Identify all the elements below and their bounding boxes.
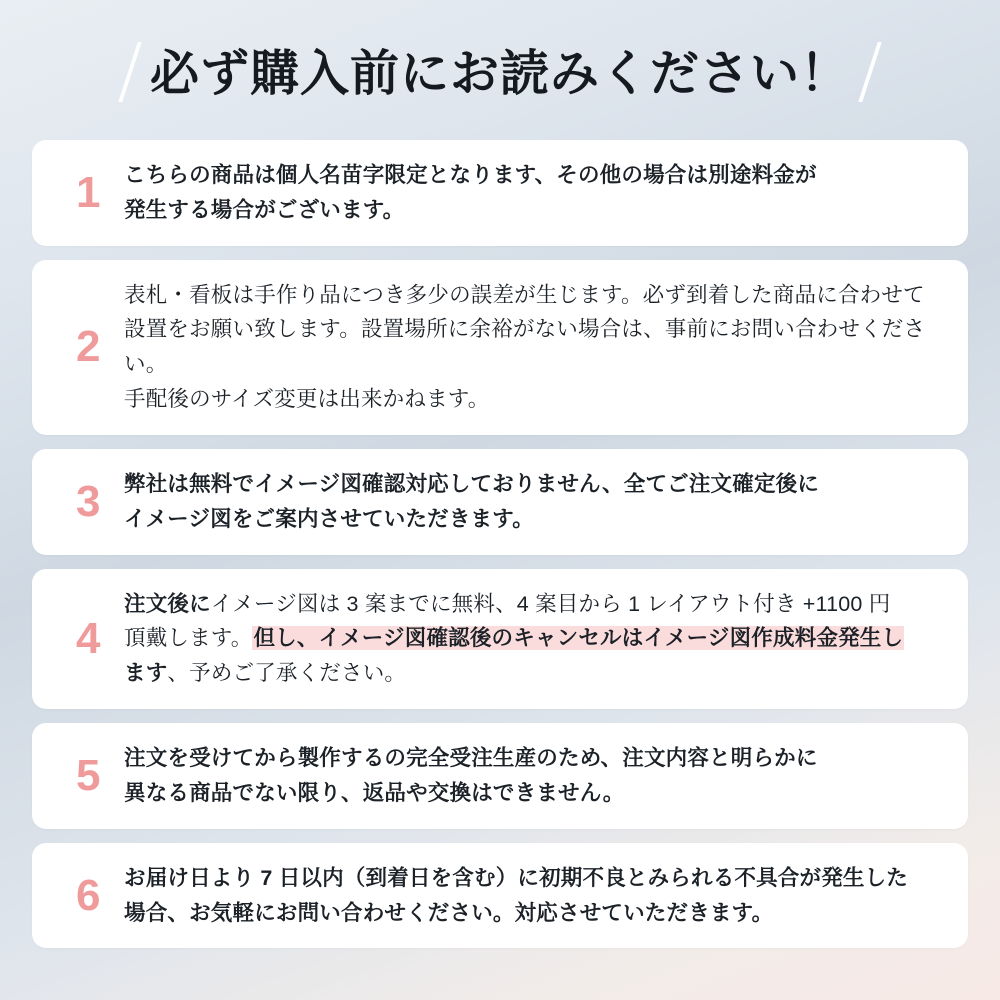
- notice-text-line: お届け日より 7 日以内（到着日を含む）に初期不良とみられる不具合が発生した: [124, 865, 909, 890]
- notice-card: [32, 260, 968, 435]
- decorative-slash-right: [858, 42, 881, 102]
- page-title: 必ず購入前にお読みください！: [149, 47, 850, 101]
- notice-text-line: 弊社は無料でイメージ図確認対応しておりません、全てご注文確定後に: [124, 471, 820, 496]
- notice-text-plain: 頂戴します。: [124, 626, 253, 651]
- notice-text: [124, 158, 817, 228]
- notice-card: [32, 569, 968, 709]
- notice-number: 4: [76, 613, 101, 663]
- notice-text-plain: 、予めご了承ください。: [167, 661, 407, 686]
- notice-text-highlight: 但し、イメージ図確認後のキャンセルはイメージ図作成料金発生し: [253, 626, 904, 651]
- notice-card: [32, 449, 968, 555]
- notice-text: [124, 467, 819, 537]
- notice-text-line: 異なる商品でない限り、返品や交換はできません。: [124, 780, 625, 805]
- notice-number: 1: [76, 167, 101, 217]
- notice-text: [124, 861, 908, 931]
- notice-text-line: [124, 621, 904, 656]
- notice-card: [32, 843, 968, 949]
- notice-text-line: イメージ図をご案内させていただきます。: [124, 506, 534, 531]
- notice-text-line: こちらの商品は個人名苗字限定となります、その他の場合は別途料金が: [124, 163, 817, 187]
- notice-text: [124, 741, 818, 811]
- notice-text-line: 表札・看板は手作り品につき多少の誤差が生じます。必ず到着した商品に合わせて: [124, 282, 925, 307]
- notice-number: 5: [76, 750, 101, 800]
- notice-text-line: [124, 656, 904, 691]
- notice-text: [124, 587, 904, 691]
- notice-text-line: 手配後のサイズ変更は出来かねます。: [124, 387, 490, 412]
- notice-text-line: 発生する場合がございます。: [124, 197, 405, 222]
- notice-number: 3: [76, 476, 101, 526]
- notice-text-line: 注文を受けてから製作するの完全受注生産のため、注文内容と明らかに: [124, 746, 818, 771]
- notice-text-plain: イメージ図は 3 案までに無料、4 案目から 1 レイアウト付き +1100 円: [210, 591, 891, 616]
- notice-text-line: 場合、お気軽にお問い合わせください。対応させていただきます。: [124, 900, 774, 925]
- page-header: [32, 0, 968, 140]
- notice-text: [124, 278, 942, 417]
- notice-number: 2: [76, 322, 101, 372]
- notice-card: [32, 723, 968, 829]
- notice-card: [32, 140, 968, 246]
- notice-text-line: 設置をお願い致します。設置場所に余裕がない場合は、事前にお問い合わせください。: [124, 317, 926, 377]
- decorative-slash-left: [118, 42, 141, 102]
- notice-number: 6: [76, 870, 101, 920]
- notice-text-line: [124, 587, 904, 622]
- notice-text-bold: ます: [124, 661, 168, 686]
- notice-text-bold: 注文後に: [124, 591, 211, 616]
